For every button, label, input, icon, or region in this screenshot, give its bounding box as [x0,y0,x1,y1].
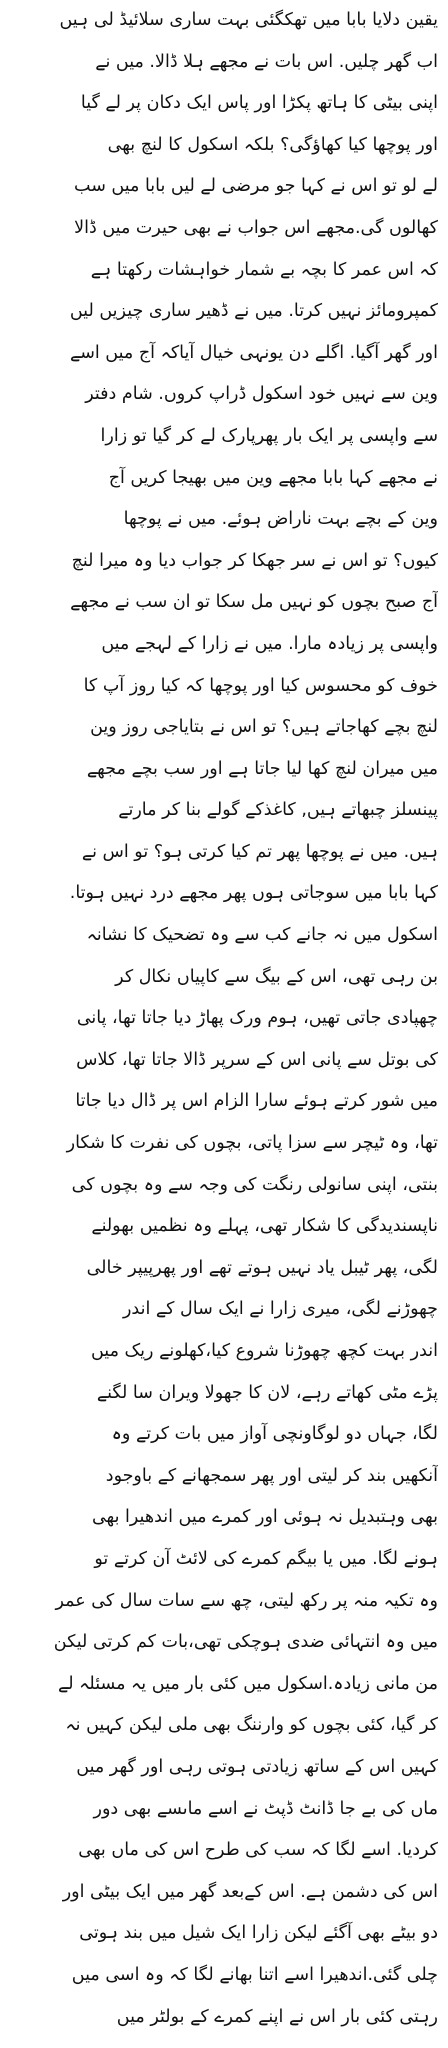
text-line: میں شور کرتے ہوئے سارا الزام اس پر ڈال دیا جاتا [75,1091,438,1112]
text-line: دو بیٹے بھی آگئے لیکن زارا ایک شیل میں بند ہوتی [79,1923,438,1944]
text-line: چلی گئی.اندھیرا اسے اتنا بھانے لگا کہ وہ اسی میں [71,1964,438,1985]
text-line: آنکھیں بند کر لیتی اور پھر سمجھانے کے باوجود [105,1465,438,1486]
text-line: کہا بابا میں سوجاتی ہوں پھر مجھے درد نہیں ہوتا. [69,883,438,904]
article-text [12,0,438,2038]
text-line: خوف کو محسوس کیا اور پوچھا کہ کیا روز آپ کا [83,675,438,696]
text-line: ناپسندیدگی کا شکار تھی، پہلے وہ نظمیں بھولنے [91,1216,438,1237]
text-line: بن رہی تھی، اس کے بیگ سے کاپیاں نکال کر [115,966,438,987]
text-line: میں میران لنچ کھا لیا جاتا ہے اور سب بچے مجھے [86,758,438,779]
text-line: چھپادی جاتی تھیں، ہوم ورک پھاڑ دیا جاتا تھا، پانی [76,1008,438,1029]
text-line: لگا، جہاں دو لوگاونچی آواز میں بات کرتے وہ [111,1424,438,1445]
text-line: اپنی بیٹی کا ہاتھ پکڑا اور پاس ایک دکان پر لے گیا [80,93,438,114]
text-line: لے لو تو اس نے کہا جو مرضی لے لیں بابا میں سب [74,176,438,197]
text-line: کیوں؟ تو اس نے سر جھکا کر جواب دیا وہ میرا لنچ [71,550,438,571]
text-line: لگی، پھر ٹیبل یاد نہیں ہوتے تھے اور پھرپیپر خالی [86,1257,438,1278]
text-line: اور پوچھا کیا کھاؤگی؟ بلکہ اسکول کا لنچ بھی [107,134,438,155]
text-line: من مانی زیادہ.اسکول میں کئی بار میں یہ مسئلہ لے [58,1673,438,1694]
text-line: واپسی پر زیادہ مارا. میں نے زارا کے لہجے میں [101,633,438,654]
text-line: رہتی کئی بار اس نے اپنے کمرے کے بولٹر میں [116,2006,438,2027]
text-line: اندر بہت کچھ چھوڑنا شروع کیا،کھلونے ریک میں [90,1341,438,1361]
text-line: تھا، وہ ٹیچر سے سزا پاتی، بچوں کی نفرت کا شکار [66,1133,438,1154]
text-line: آج صبح بچوں کو نہیں مل سکا تو ان سب نے مجھے [70,592,438,613]
text-line: اس کی دشمن ہے. اس کےبعد گھر میں ایک بیٹی اور [62,1881,438,1902]
text-line: کردیا. اسے لگا کہ سب کی طرح اس کی ماں بھی [78,1840,438,1861]
text-line: کہ اس عمر کا بچہ بے شمار خواہشات رکھتا ہے [90,259,438,280]
text-line: کہیں اس کے ساتھ زیادتی ہوتی رہی اور گھر میں [76,1756,438,1777]
text-line: ہیں. میں نے پوچھا پھر تم کیا کرتی ہو؟ تو اس نے [81,841,438,862]
text-line: وین کے بچے بہت ناراض ہوئے. میں نے پوچھا [123,509,438,530]
text-line: بھی وہتبدیل نہ ہوئی اور کمرے میں اندھیرا بھی [91,1507,438,1528]
text-line: وہ تکیہ منہ پر رکھ لیتی، چھ سے سات سال کی عمر [55,1590,438,1611]
text-line: بنتی، اپنی سانولی رنگت کی وجہ سے وہ بچوں کی [71,1174,438,1195]
text-line: وین سے نہیں خود اسکول ڈراپ کروں. شام دفتر [85,384,438,405]
text-line: اور گھر آگیا. اگلے دن یونہی خیال آیاکہ آج میں اسے [69,342,438,363]
text-line: پینسلز چبھاتے ہیں, کاغذکے گولے بنا کر مارتے [118,800,438,821]
text-line: اب گھر چلیں. اس بات نے مجھے ہلا ڈالا. میں نے [95,51,438,72]
text-line: کی بوتل سے پانی اس کے سرپر ڈالا جاتا تھا، کلاس [76,1049,438,1070]
text-line: نے مجھے کہا بابا مجھے وین میں بھیجا کریں آج [108,467,438,488]
text-line: کر گیا، کئی بچوں کو وارننگ بھی ملی لیکن کہیں نہ [65,1715,438,1736]
text-line: میں وہ انتہائی ضدی ہوچکی تھی،بات کم کرتی لیکن [53,1632,438,1653]
text-line: کمپرومائز نہیں کرتا. میں نے ڈھیر ساری چیزیں لیں [69,301,438,322]
text-line: سے واپسی پر ایک بار پھرپارک لے کر گیا تو زارا [100,425,438,446]
text-line: اسکول میں نہ جانے کب سے وہ تضحیک کا نشانہ [86,925,438,946]
text-line: چھوڑنے لگی، میری زارا نے ایک سال کے اندر [122,1299,438,1320]
text-line: ہونے لگا. میں یا بیگم کمرے کی لائٹ آن کرتے تو [94,1548,438,1569]
text-line: پڑے مٹی کھاتے رہے، لان کا جھولا ویران سا لگنے [96,1382,438,1403]
text-line: لنچ بچے کھاجاتے ہیں؟ تو اس نے بتایاجی روز وین [90,717,438,738]
text-line: یقین دلایا بابا میں تھکگئی بہت ساری سلائیڈ لی ہیں [59,10,438,30]
text-line: ماں کی بے جا ڈانٹ ڈپٹ نے اسے ماںسے بھی دور [93,1798,438,1819]
text-line: کھالوں گی.مجھے اس جواب نے بھی حیرت میں ڈالا [74,217,438,238]
